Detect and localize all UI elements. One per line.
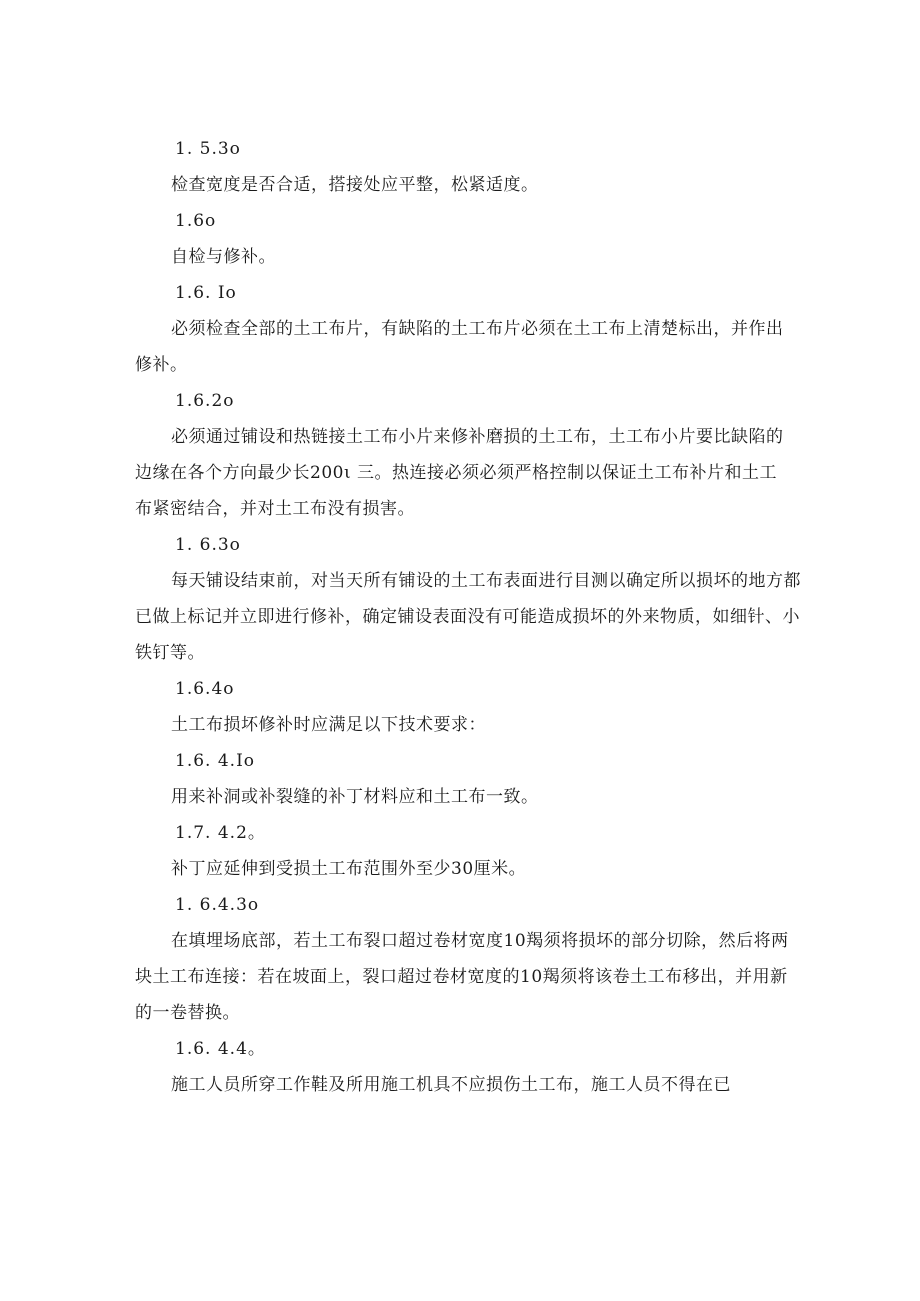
paragraph-1-6: 自检与修补。 xyxy=(171,247,276,267)
paragraph-line: 在填埋场底部，若土工布裂口超过卷材宽度10羯须将损坏的部分切除，然后将两 xyxy=(171,931,789,951)
paragraph-1-5-3: 检查宽度是否合适，搭接处应平整，松紧适度。 xyxy=(171,175,539,195)
paragraph-line: 每天铺设结束前，对当天所有铺设的土工布表面进行目测以确定所以损坏的地方都 xyxy=(171,571,801,591)
paragraph-line: 布紧密结合，并对土工布没有损害。 xyxy=(135,499,415,519)
paragraph-1-6-4-4: 施工人员所穿工作鞋及所用施工机具不应损伤土工布，施工人员不得在已 xyxy=(171,1075,731,1095)
paragraph-line: 修补。 xyxy=(135,355,188,375)
section-heading-1-6-1: 1.6. Io xyxy=(175,283,237,303)
section-heading-1-7-4-2: 1.7. 4.2。 xyxy=(175,823,266,843)
paragraph-1-6-1 xyxy=(135,311,786,383)
paragraph-line: 块土工布连接：若在坡面上，裂口超过卷材宽度的10羯须将该卷土工布移出，并用新 xyxy=(135,967,788,987)
section-heading-1-6-4-1: 1.6. 4.Io xyxy=(175,751,256,771)
paragraph-line: 已做上标记并立即进行修补，确定铺设表面没有可能造成损坏的外来物质，如细针、小 xyxy=(135,607,800,627)
paragraph-1-6-4-1: 用来补洞或补裂缝的补丁材料应和土工布一致。 xyxy=(171,787,539,807)
paragraph-line: 铁钉等。 xyxy=(135,643,205,663)
paragraph-1-6-2 xyxy=(135,419,786,527)
section-heading-1-6-4: 1.6.4o xyxy=(175,679,235,699)
paragraph-line: 的一卷替换。 xyxy=(135,1003,240,1023)
paragraph-1-6-3 xyxy=(135,563,801,671)
paragraph-line: 必须通过铺设和热链接土工布小片来修补磨损的土工布，土工布小片要比缺陷的 xyxy=(171,427,784,447)
section-heading-1-6-3: 1. 6.3o xyxy=(175,535,241,555)
paragraph-line: 边缘在各个方向最少长200ι 三。热连接必须必须严格控制以保证土工布补片和土工 xyxy=(135,463,778,483)
section-heading-1-5-3: 1. 5.3o xyxy=(175,139,241,159)
section-heading-1-6-4-4: 1.6. 4.4。 xyxy=(175,1039,266,1059)
paragraph-1-6-4: 土工布损坏修补时应满足以下技术要求： xyxy=(171,715,486,735)
document-body xyxy=(135,131,801,1103)
section-heading-1-6-4-3: 1. 6.4.3o xyxy=(175,895,260,915)
paragraph-1-7-4-2: 补丁应延伸到受损土工布范围外至少30厘米。 xyxy=(171,859,527,879)
section-heading-1-6: 1.6o xyxy=(175,211,217,231)
paragraph-line: 必须检查全部的土工布片，有缺陷的土工布片必须在土工布上清楚标出，并作出 xyxy=(171,319,784,339)
paragraph-1-6-4-3 xyxy=(135,923,789,1031)
section-heading-1-6-2: 1.6.2o xyxy=(175,391,235,411)
